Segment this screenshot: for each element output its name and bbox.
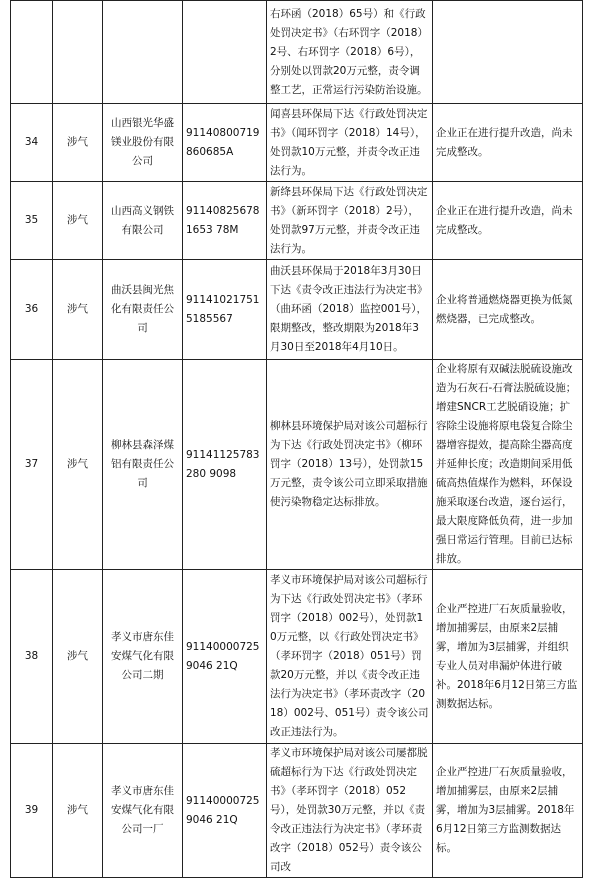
penalty-table xyxy=(10,0,583,878)
rectification-text: 企业严控进厂石灰质量验收，增加捕雾层，由原来2层捕雾，增加为3层捕雾。2018年6月12日第三方监测数据达标。 xyxy=(433,744,583,878)
company-name: 柳林县森泽煤铝有限责任公司 xyxy=(103,360,183,570)
rectification-text: 企业将普通燃烧器更换为低氮燃烧器，已完成整改。 xyxy=(433,260,583,360)
company-name: 山西高义钢铁有限公司 xyxy=(103,182,183,260)
penalty-text: 新绛县环保局下达《行政处罚决定书》（新环罚字（2018）2号），处罚款97万元整，并责令改正违法行为。 xyxy=(267,182,433,260)
row-number: 37 xyxy=(11,360,53,570)
penalty-text: 曲沃县环保局于2018年3月30日下达《责令改正违法行为决定书》（曲环函（2018）监控001号），限期整改，整改期限为2018年3月30日至2018年4月10日。 xyxy=(267,260,433,360)
pollution-type: 涉气 xyxy=(53,260,103,360)
company-name: 曲沃县闽光焦化有限责任公司 xyxy=(103,260,183,360)
row-number: 34 xyxy=(11,104,53,182)
table-row xyxy=(11,182,583,260)
credit-code: 911400007259046 21Q xyxy=(183,744,267,878)
company-name: 山西银光华盛镁业股份有限公司 xyxy=(103,104,183,182)
credit-code: 911408256781653 78M xyxy=(183,182,267,260)
rectification-text xyxy=(433,1,583,104)
row-number: 38 xyxy=(11,570,53,744)
credit-code: 91141125783280 9098 xyxy=(183,360,267,570)
pollution-type: 涉气 xyxy=(53,570,103,744)
row-number: 36 xyxy=(11,260,53,360)
table-row xyxy=(11,260,583,360)
company-name: 孝义市唐东佳安煤气化有限公司二期 xyxy=(103,570,183,744)
penalty-text: 柳林县环境保护局对该公司超标行为下达《行政处罚决定书》（柳环罚字（2018）13号），处罚款15万元整，责令该公司立即采取措施使污染物稳定达标排放。 xyxy=(267,360,433,570)
pollution-type xyxy=(53,1,103,104)
pollution-type: 涉气 xyxy=(53,104,103,182)
penalty-text: 闻喜县环保局下达《行政处罚决定书》（闻环罚字（2018）14号），处罚款10万元整，并责令改正违法行为。 xyxy=(267,104,433,182)
table-row xyxy=(11,570,583,744)
penalty-text: 右环函（2018）65号）和《行政处罚决定书》（右环罚字（2018）2号、右环罚字（2018）6号），分别处以罚款20万元整，责令调整工艺，正常运行污染防治设施。 xyxy=(267,1,433,104)
rectification-text: 企业正在进行提升改造，尚未完成整改。 xyxy=(433,182,583,260)
credit-code xyxy=(183,1,267,104)
table-row xyxy=(11,744,583,878)
table-row xyxy=(11,1,583,104)
credit-code: 91140800719860685A xyxy=(183,104,267,182)
pollution-type: 涉气 xyxy=(53,744,103,878)
rectification-text: 企业严控进厂石灰质量验收，增加捕雾层，由原来2层捕雾，增加为3层捕雾，并组织专业人员对串漏炉体进行破补。2018年6月12日第三方监测数据达标。 xyxy=(433,570,583,744)
company-name xyxy=(103,1,183,104)
row-number: 39 xyxy=(11,744,53,878)
penalty-text: 孝义市环境保护局对该公司超标行为下达《行政处罚决定书》（孝环罚字（2018）002号），处罚款10万元整，以《行政处罚决定书》（孝环罚字（2018）051号）罚款20万元整，并以《责令改正违法行为决定书》（孝环责改字（2018）002号、051号）责令该公司改正违法行为。 xyxy=(267,570,433,744)
row-number xyxy=(11,1,53,104)
pollution-type: 涉气 xyxy=(53,360,103,570)
row-number: 35 xyxy=(11,182,53,260)
table-row xyxy=(11,360,583,570)
credit-code: 911400007259046 21Q xyxy=(183,570,267,744)
rectification-text: 企业正在进行提升改造，尚未完成整改。 xyxy=(433,104,583,182)
credit-code: 911410217515185567 xyxy=(183,260,267,360)
table-row xyxy=(11,104,583,182)
pollution-type: 涉气 xyxy=(53,182,103,260)
rectification-text: 企业将原有双碱法脱硫设施改造为石灰石-石膏法脱硫设施；增建SNCR工艺脱硝设施；扩容除尘设施将原电袋复合除尘器增容提效，提高除尘器高度并延伸长度；改造期间采用低硫高热值煤作为燃料，环保设施采取逐台改造，逐台运行，最大限度降低负荷，进一步加强日常运行管理。目前已达标排放。 xyxy=(433,360,583,570)
company-name: 孝义市唐东佳安煤气化有限公司一厂 xyxy=(103,744,183,878)
penalty-text: 孝义市环境保护局对该公司屡都脱硫超标行为下达《行政处罚决定书》（孝环罚字（2018）052号），处罚款30万元整，并以《责令改正违法行为决定书》（孝环责改字（2018）052号）责令该公司改 xyxy=(267,744,433,878)
